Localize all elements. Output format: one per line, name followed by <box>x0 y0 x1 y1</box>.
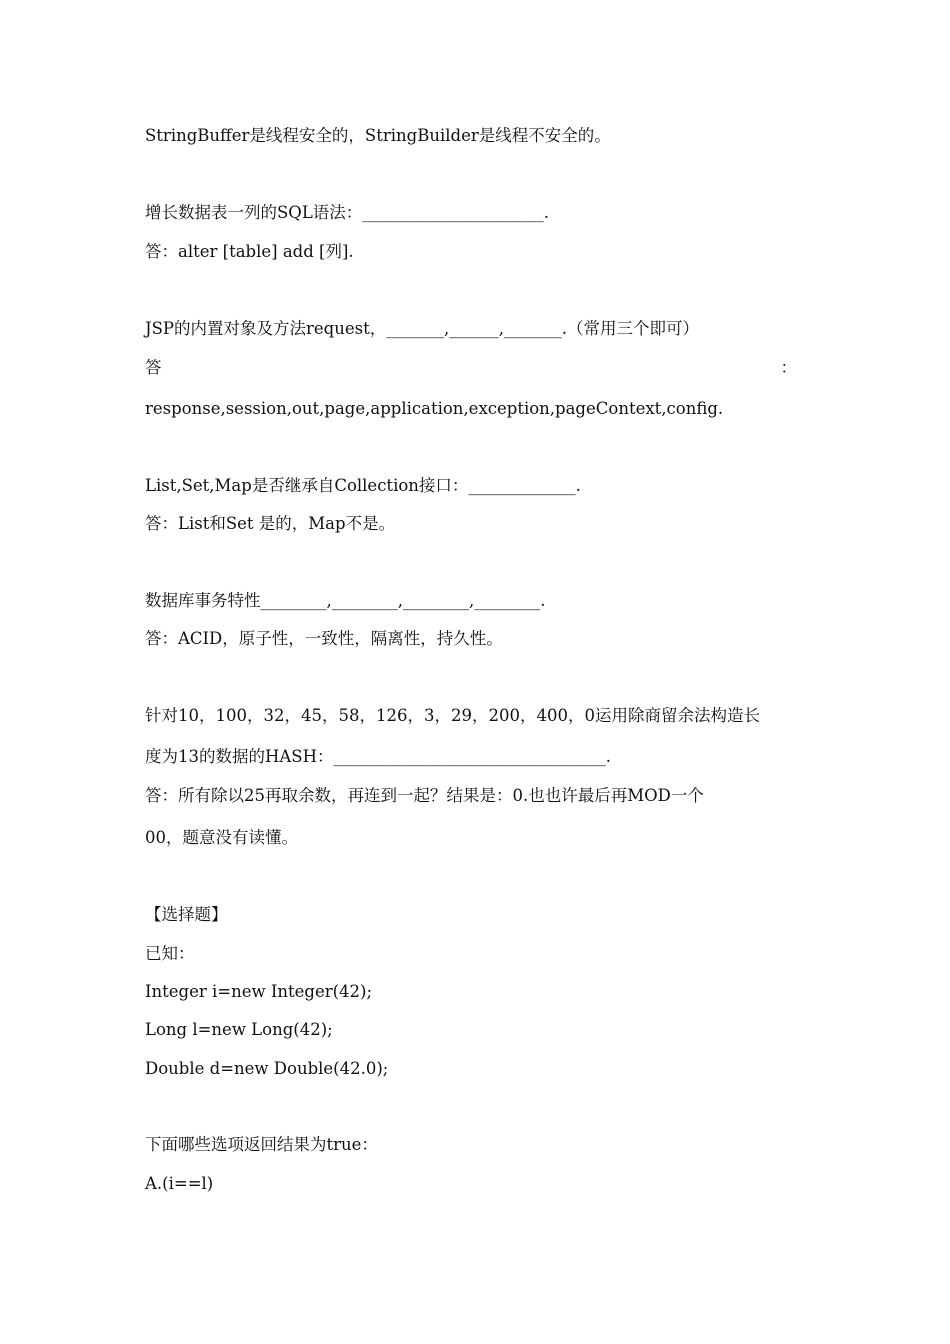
answer-hash-line2: 00，题意没有读懂。 <box>145 828 298 847</box>
text-line-stringbuffer: StringBuffer是线程安全的，StringBuilder是线程不安全的。 <box>145 126 611 145</box>
question-transaction: 数据库事务特性________,________,________,________. <box>145 591 546 610</box>
code-line-integer: Integer i=new Integer(42); <box>145 982 373 1001</box>
answer-sql-alter: 答：alter [table] add [列]. <box>145 242 354 261</box>
answer-collection: 答：List和Set 是的，Map不是。 <box>145 514 396 533</box>
question-jsp-objects: JSP的内置对象及方法request，_______,______,_______.（常用三个即可） <box>145 319 699 338</box>
answer-label: 答 <box>145 358 162 377</box>
code-line-long: Long l=new Long(42); <box>145 1020 333 1039</box>
question-hash-line1: 针对10，100，32，45，58，126，3，29，200，400，0运用除商留余法构造长 <box>145 706 760 725</box>
answer-jsp-label-row <box>145 356 797 380</box>
text-known: 已知： <box>145 944 195 963</box>
code-line-double: Double d=new Double(42.0); <box>145 1059 389 1078</box>
answer-jsp-objects: response,session,out,page,application,exception,pageContext,config. <box>145 399 724 418</box>
section-heading-choice: 【选择题】 <box>145 905 228 924</box>
question-true-options: 下面哪些选项返回结果为true： <box>145 1135 378 1154</box>
answer-transaction: 答：ACID，原子性，一致性，隔离性，持久性。 <box>145 629 503 648</box>
question-collection: List,Set,Map是否继承自Collection接口：_____________. <box>145 476 581 495</box>
answer-hash-line1: 答：所有除以25再取余数，再连到一起？结果是：0.也也许最后再MOD一个 <box>145 786 704 805</box>
question-sql-alter: 增长数据表一列的SQL语法：______________________. <box>145 203 550 222</box>
option-a: A.(i==l) <box>145 1174 214 1193</box>
question-hash-line2: 度为13的数据的HASH：_________________________________. <box>145 747 611 766</box>
answer-colon: ： <box>780 358 797 377</box>
